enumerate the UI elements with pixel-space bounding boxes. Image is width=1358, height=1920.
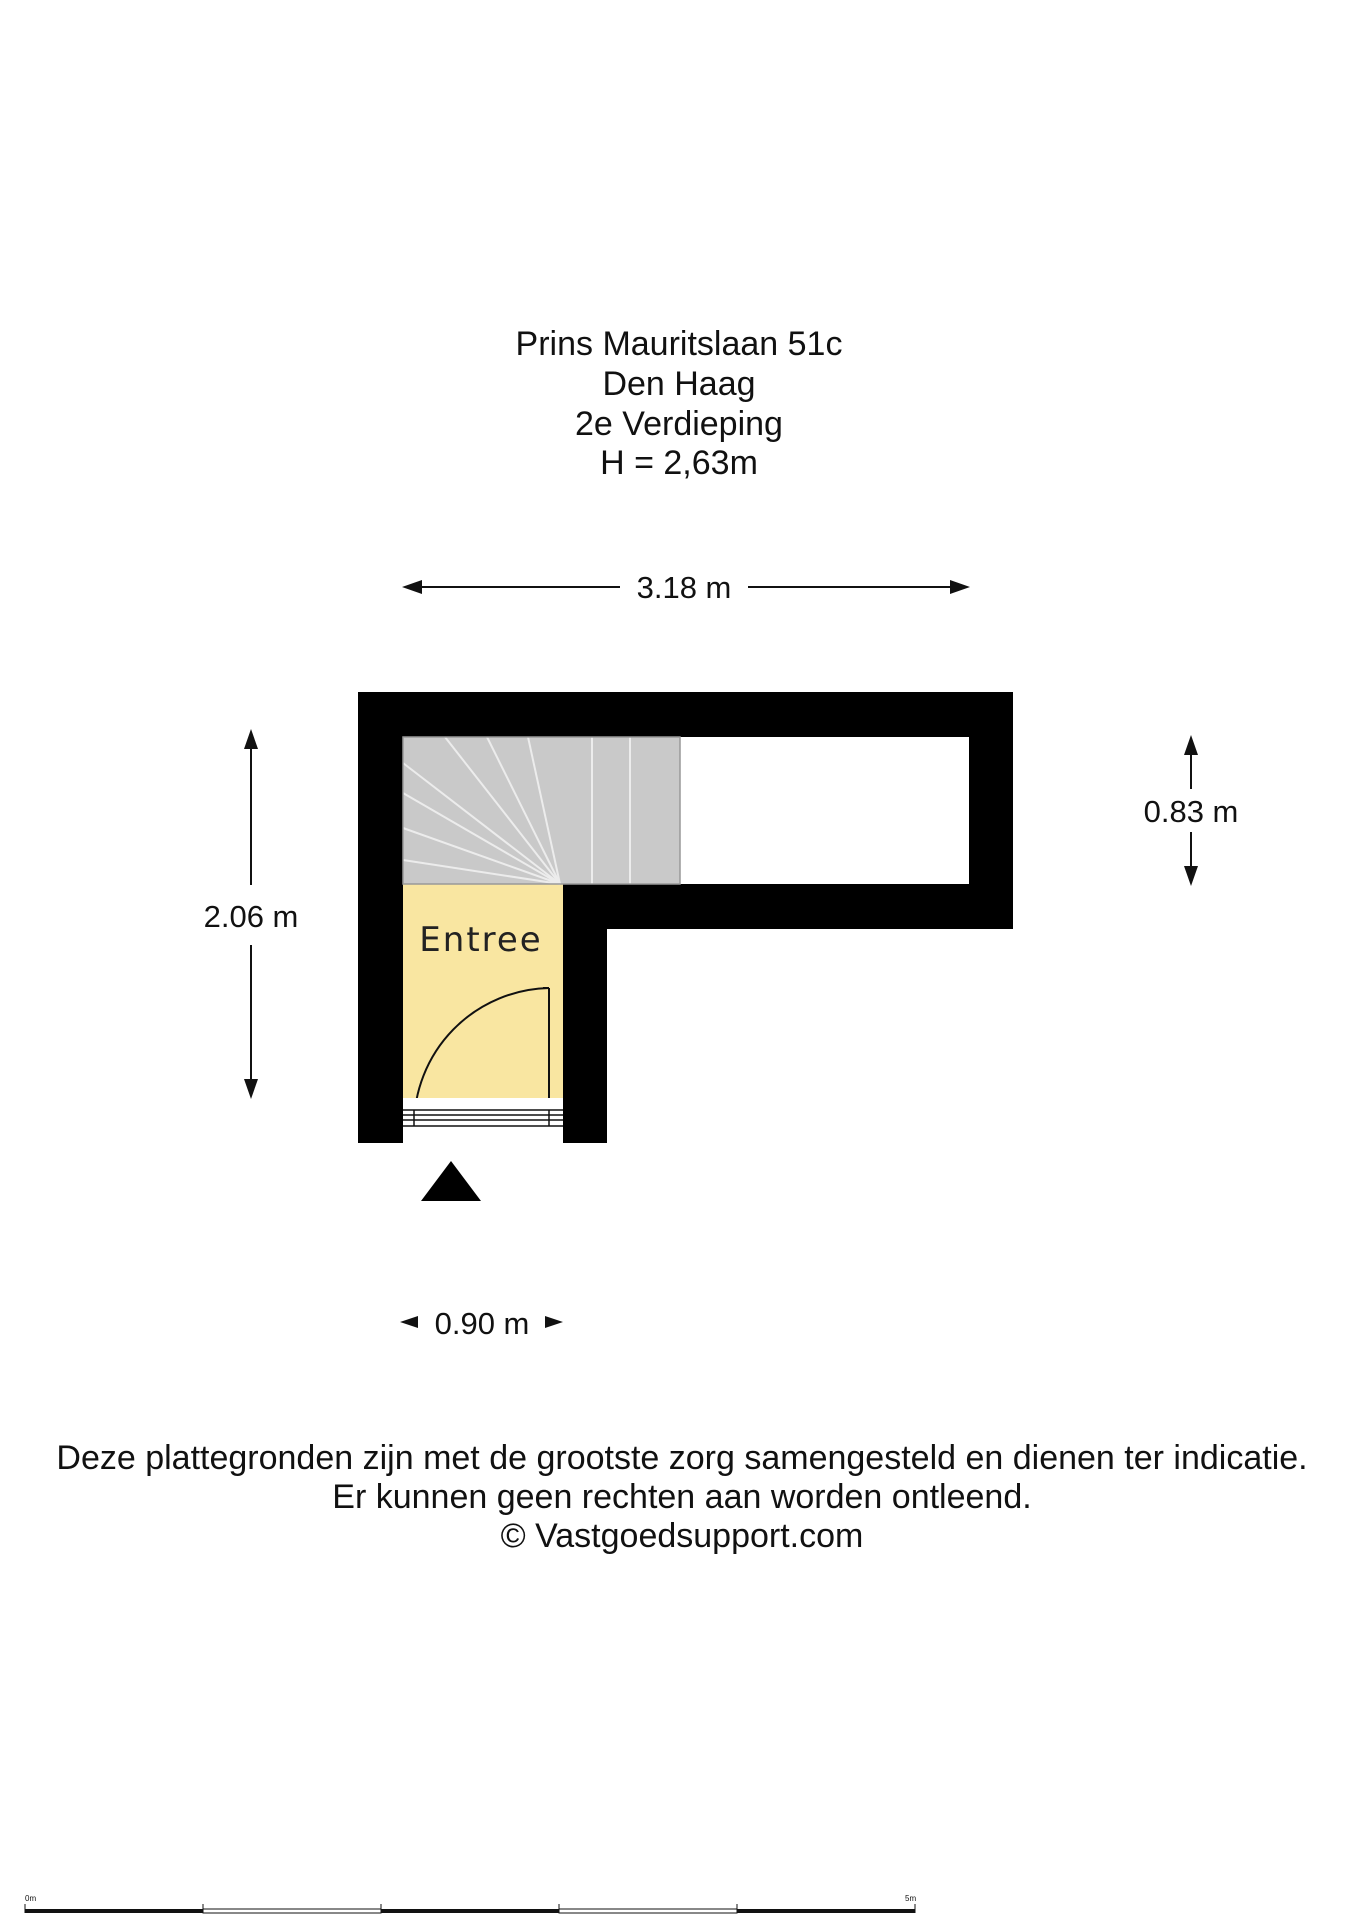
disclaimer-line-2: Er kunnen geen rechten aan worden ontleend. (332, 1478, 1032, 1516)
staircase (403, 737, 680, 884)
floor-line: 2e Verdieping (575, 405, 783, 443)
dimension-right-height (1144, 735, 1239, 886)
city-line: Den Haag (602, 365, 756, 403)
copyright-line: © Vastgoedsupport.com (500, 1517, 864, 1555)
entrance-arrow-icon (421, 1161, 481, 1201)
arrow-down-icon (244, 1079, 258, 1099)
scale-bar (25, 1894, 916, 1913)
arrow-left-icon (402, 580, 422, 594)
disclaimer-line-1: Deze plattegronden zijn met de grootste zorg samengesteld en dienen ter indicatie. (56, 1439, 1308, 1477)
arrow-right-icon (950, 580, 970, 594)
dimension-top-width (402, 570, 970, 605)
arrow-right-icon (545, 1316, 563, 1328)
dimension-label-left-height: 2.06 m (203, 899, 299, 934)
dimension-left-height (204, 729, 299, 1099)
address-line: Prins Mauritslaan 51c (515, 325, 843, 363)
arrow-left-icon (400, 1316, 418, 1328)
door-threshold (403, 1098, 563, 1126)
arrow-up-icon (244, 729, 258, 749)
dimension-label-right-height: 0.83 m (1143, 794, 1239, 829)
dimension-door-width (400, 1306, 563, 1341)
height-line: H = 2,63m (600, 444, 758, 482)
arrow-down-icon (1184, 866, 1198, 886)
room-label-entrance: Entree (419, 920, 543, 960)
dimension-label-width: 3.18 m (636, 570, 732, 605)
dimension-label-door-width: 0.90 m (434, 1306, 530, 1341)
arrow-up-icon (1184, 735, 1198, 755)
scale-label-end: 5m (905, 1894, 917, 1903)
scale-label-start: 0m (25, 1894, 37, 1903)
